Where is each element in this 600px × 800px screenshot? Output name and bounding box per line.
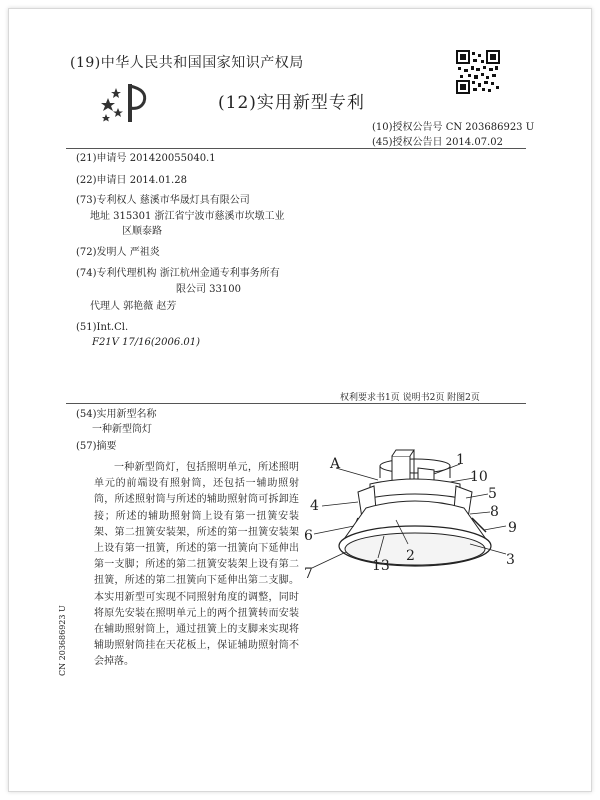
agent: 代理人 郭艳薇 赵芳 <box>90 301 177 312</box>
application-number: (21)申请号 201420055040.1 <box>76 153 216 164</box>
figure-label-13: 13 <box>372 558 390 574</box>
application-date: (22)申请日 2014.01.28 <box>76 175 187 186</box>
agency-line-1: (74)专利代理机构 浙江杭州金通专利事务所有 <box>76 268 280 279</box>
page-counts: 权利要求书1页 说明书2页 附图2页 <box>340 393 480 403</box>
ipc-class: F21V 17/16(2006.01) <box>92 337 201 348</box>
figure-label-5: 5 <box>488 486 497 502</box>
figure-label-4: 4 <box>310 498 319 514</box>
publication-number: (10)授权公告号 CN 203686923 U <box>372 122 535 133</box>
figure-label-3: 3 <box>506 552 515 568</box>
qr-code-icon <box>456 50 500 94</box>
downlight-figure <box>300 448 530 598</box>
figure-label-10: 10 <box>470 469 488 485</box>
utility-model-title: 一种新型筒灯 <box>92 424 152 435</box>
agency-line-2: 限公司 33100 <box>176 284 241 295</box>
patentee: (73)专利权人 慈溪市华晟灯具有限公司 <box>76 195 250 206</box>
figure-label-9: 9 <box>508 520 517 536</box>
figure-label-a: A <box>330 456 341 472</box>
abstract-text: 一种新型筒灯，包括照明单元，所述照明单元的前端设有照射筒，还包括一辅助照射筒，所述照射筒与所述的辅助照射筒可拆卸连接；所述的辅助照射筒上设有第一扭簧安装架、第二扭簧安装架，所述的第一扭簧安装架上设有第一扭簧，所述的第一扭簧向下延伸出第一支脚；所述的第二扭簧安装架上设有第二扭簧，所述的第二扭簧向下延伸出第二支脚。本实用新型可实现不同照射角度的调整，同时将原先安装在照明单元上的两个扭簧转而安装在辅助照射筒上，通过扭簧上的支脚来实现将辅助照射筒挂在天花板上，保证辅助照射筒不会掉落。 <box>94 462 299 668</box>
figure-label-7: 7 <box>304 566 313 582</box>
figure-label-6: 6 <box>304 528 313 544</box>
header-rule <box>66 148 526 149</box>
address-line-2: 区顺泰路 <box>122 226 162 237</box>
figure-label-2: 2 <box>406 548 415 564</box>
abstract-label: (57)摘要 <box>76 441 117 452</box>
inventor: (72)发明人 严祖炎 <box>76 247 160 258</box>
office-name: (19)中华人民共和国国家知识产权局 <box>70 55 304 71</box>
figure-label-8: 8 <box>490 504 499 520</box>
cnipa-logo-icon <box>100 80 152 126</box>
title-label: (54)实用新型名称 <box>76 409 157 420</box>
publication-date: (45)授权公告日 2014.07.02 <box>372 137 503 148</box>
figure-label-1: 1 <box>456 452 465 468</box>
mid-rule <box>66 403 526 404</box>
int-cl-label: (51)Int.Cl. <box>76 322 129 333</box>
side-publication-number: CN 203686923 U <box>58 605 67 676</box>
address-line-1: 地址 315301 浙江省宁波市慈溪市坎墩工业 <box>90 211 285 222</box>
document-type: (12)实用新型专利 <box>218 93 365 113</box>
